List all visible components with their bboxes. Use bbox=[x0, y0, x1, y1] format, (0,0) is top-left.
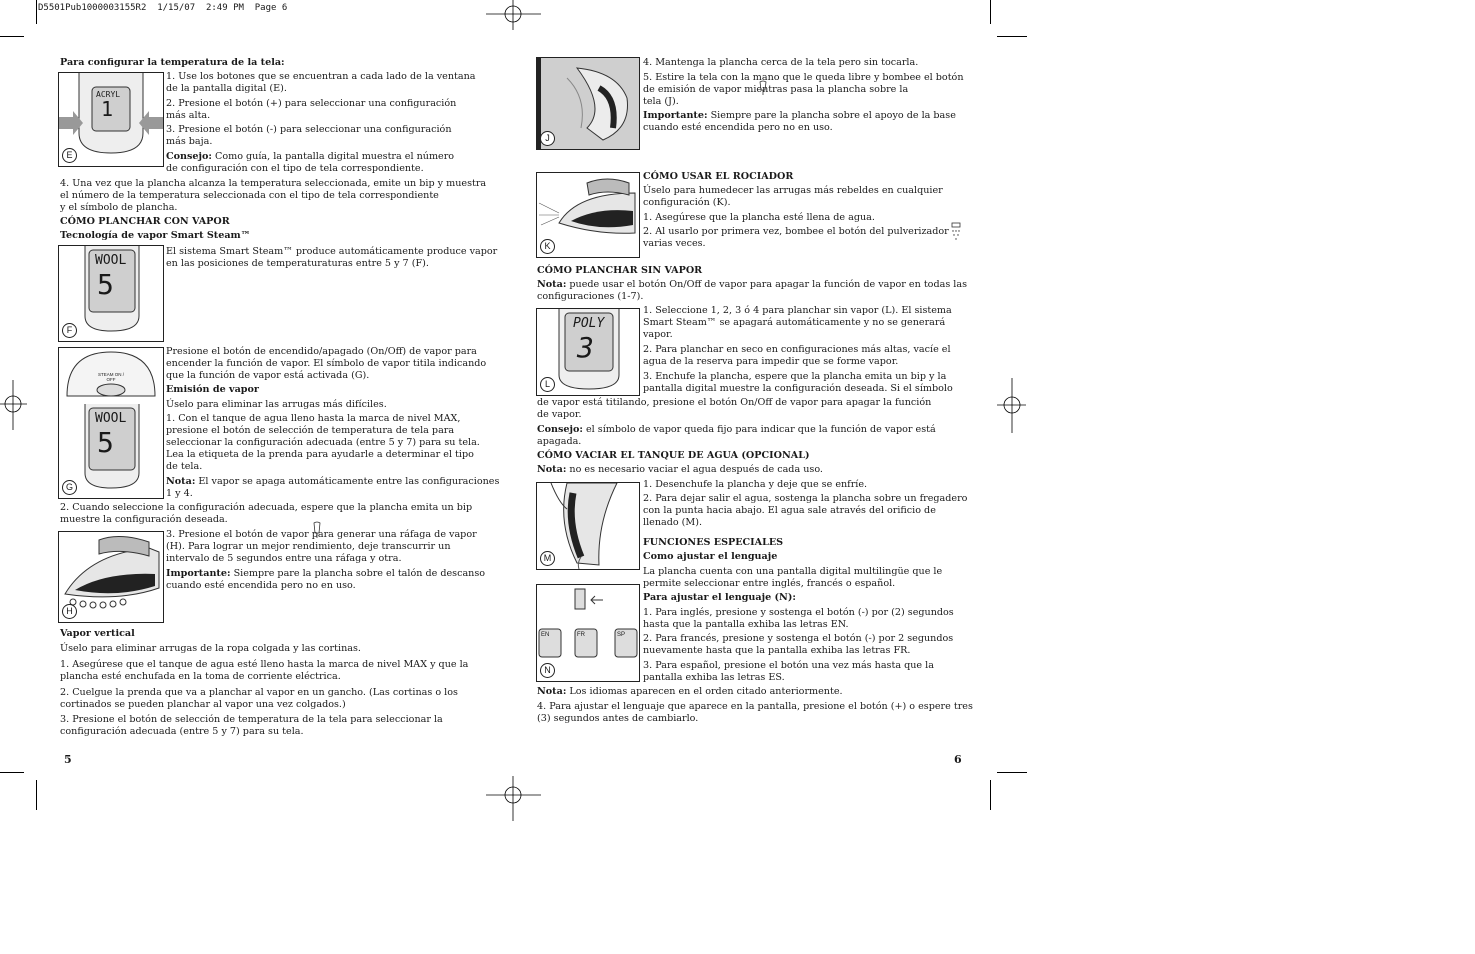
heading-temp: Para configurar la temperatura de la tela: bbox=[60, 57, 285, 68]
heading-sin-vapor: CÓMO PLANCHAR SIN VAPOR bbox=[537, 265, 703, 276]
heading-vertical: Vapor vertical bbox=[60, 628, 135, 639]
nota-idiomas: Nota: Los idiomas aparecen en el orden citado anteriormente. bbox=[537, 686, 843, 697]
figure-label: J bbox=[540, 131, 555, 146]
ajustar-line: pantalla exhiba las letras ES. bbox=[643, 672, 785, 683]
importante-line: cuando esté encendida pero no en uso. bbox=[643, 122, 833, 133]
smart-text: El sistema Smart Steam™ produce automáticamente produce vapor bbox=[166, 246, 498, 257]
sin-vapor-line: 3. Enchufe la plancha, espere que la plancha emita un bip y la bbox=[643, 371, 947, 382]
ajustar-line: 3. Para español, presione el botón una vez más hasta que la bbox=[643, 660, 934, 671]
figure-label: F bbox=[62, 323, 77, 338]
ajustar-line: hasta que la pantalla exhiba las letras EN. bbox=[643, 619, 849, 630]
vaciar-line: con la punta hacia abajo. El agua sale através del orificio de bbox=[643, 505, 936, 516]
registration-mark-bottom bbox=[486, 776, 542, 822]
emision-intro: Úselo para eliminar las arrugas más difíciles. bbox=[166, 399, 387, 410]
lenguaje-line: La plancha cuenta con una pantalla digital multilingüe que le bbox=[643, 566, 943, 577]
item3-line: (H). Para lograr un mejor rendimiento, deje transcurrir un bbox=[166, 541, 451, 552]
steam-burst-icon bbox=[311, 521, 323, 539]
emision-line: presione el botón de selección de temperatura de tela para bbox=[166, 425, 455, 436]
consejo-line: de configuración con el tipo de tela correspondiente. bbox=[166, 163, 424, 174]
temp-line: más baja. bbox=[166, 136, 213, 147]
onoff-line: que la función de vapor está activada (G). bbox=[166, 370, 370, 381]
temp-line: 2. Presione el botón (+) para seleccionar una configuración bbox=[166, 98, 457, 109]
vertical-line: 1. Asegúrese que el tanque de agua esté lleno hasta la marca de nivel MAX y que la bbox=[60, 659, 469, 670]
figure-label: N bbox=[540, 663, 555, 678]
vertical-line: configuración adecuada (entre 5 y 7) para su tela. bbox=[60, 726, 304, 737]
sin-vapor-cont: de vapor. bbox=[537, 409, 582, 420]
steam-button-label: STEAM ON / OFF bbox=[97, 372, 124, 382]
page-number: 6 bbox=[954, 753, 962, 766]
importante-line: Importante: Siempre pare la plancha sobre el talón de descanso bbox=[166, 568, 486, 579]
rociador-line: Úselo para humedecer las arrugas más rebeldes en cualquier bbox=[643, 185, 943, 196]
rociador-line: 2. Al usarlo por primera vez, bombee el botón del pulverizador bbox=[643, 226, 949, 237]
emision-line: Lea la etiqueta de la prenda para ayudarle a determinar el tipo bbox=[166, 449, 474, 460]
j-line: 5. Estire la tela con la mano que le queda libre y bombee el botón bbox=[643, 72, 964, 83]
display-text: ACRYL bbox=[96, 90, 121, 99]
heading-ajustar: Para ajustar el lenguaje (N): bbox=[643, 592, 796, 603]
j-line: de emisión de vapor mientras pasa la plancha sobre la bbox=[643, 84, 909, 95]
nota-sv-line: Nota: puede usar el botón On/Off de vapor para apagar la función de vapor en todas las bbox=[537, 279, 968, 290]
page-number: 5 bbox=[64, 753, 72, 766]
item3-line: intervalo de 5 segundos entre una ráfaga y otra. bbox=[166, 553, 402, 564]
vertical-line: 2. Cuelgue la prenda que va a planchar al vapor en un gancho. (Las cortinas o los bbox=[60, 687, 458, 698]
display-number: 3 bbox=[577, 331, 594, 364]
emision-line: 1. Con el tanque de agua lleno hasta la marca de nivel MAX, bbox=[166, 413, 461, 424]
vertical-intro: Úselo para eliminar arrugas de la ropa colgada y las cortinas. bbox=[60, 643, 361, 654]
registration-mark-right bbox=[997, 378, 1027, 434]
j-line: tela (J). bbox=[643, 96, 679, 107]
heading-emision: Emisión de vapor bbox=[166, 384, 259, 395]
vaciar-line: 1. Desenchufe la plancha y deje que se enfríe. bbox=[643, 479, 868, 490]
display-text: SP bbox=[617, 632, 626, 638]
display-text: POLY bbox=[573, 316, 605, 331]
vaciar-line: 2. Para dejar salir el agua, sostenga la plancha sobre un fregadero bbox=[643, 493, 968, 504]
heading-lenguaje: Como ajustar el lenguaje bbox=[643, 551, 778, 562]
nota-sv-line: configuraciones (1-7). bbox=[537, 291, 644, 302]
item4-line: (3) segundos antes de cambiarlo. bbox=[537, 713, 699, 724]
heading-funciones: FUNCIONES ESPECIALES bbox=[643, 537, 784, 548]
item2-line: muestre la configuración deseada. bbox=[60, 514, 228, 525]
nota-line: 1 y 4. bbox=[166, 488, 193, 499]
temp-line: de la pantalla digital (E). bbox=[166, 83, 287, 94]
ajustar-line: 1. Para inglés, presione y sostenga el botón (-) por (2) segundos bbox=[643, 607, 954, 618]
importante-line: Importante: Siempre pare la plancha sobre el apoyo de la base bbox=[643, 110, 956, 121]
spray-icon bbox=[950, 222, 962, 242]
vertical-line: plancha esté enchufada en la toma de corriente eléctrica. bbox=[60, 671, 341, 682]
figure-n bbox=[536, 584, 640, 682]
sin-vapor-line: pantalla digital muestre la configuración deseada. Si el símbolo bbox=[643, 383, 953, 394]
figure-label: L bbox=[540, 377, 555, 392]
registration-mark-top bbox=[486, 0, 542, 32]
sin-vapor-line: agua de la reserva para impedir que se forme vapor. bbox=[643, 356, 899, 367]
heading-smart-steam: Tecnología de vapor Smart Steam™ bbox=[60, 230, 251, 241]
importante-line: cuando esté encendida pero no en uso. bbox=[166, 580, 356, 591]
ajustar-line: nuevamente hasta que la pantalla exhiba las letras FR. bbox=[643, 645, 911, 656]
nota-vaciar: Nota: no es necesario vaciar el agua después de cada uso. bbox=[537, 464, 823, 475]
item4-line: y el símbolo de plancha. bbox=[60, 202, 178, 213]
display-number: 5 bbox=[97, 268, 114, 301]
item4-line: 4. Una vez que la plancha alcanza la temperatura seleccionada, emite un bip y muestra bbox=[60, 178, 487, 189]
figure-l bbox=[536, 308, 640, 396]
figure-label: H bbox=[62, 604, 77, 619]
temp-line: 1. Use los botones que se encuentran a cada lado de la ventana bbox=[166, 71, 476, 82]
figure-f bbox=[58, 245, 164, 342]
lenguaje-line: permite seleccionar entre inglés, francés o español. bbox=[643, 578, 896, 589]
sin-vapor-line: 1. Seleccione 1, 2, 3 ó 4 para planchar sin vapor (L). El sistema bbox=[643, 305, 952, 316]
figure-label: M bbox=[540, 551, 555, 566]
print-slug: D5501Pub1000003155R2 1/15/07 2:49 PM Page 6 bbox=[38, 3, 288, 13]
item3-line: 3. Presione el botón de vapor para generar una ráfaga de vapor bbox=[166, 529, 477, 540]
figure-k bbox=[536, 172, 640, 258]
consejo-line: Consejo: Como guía, la pantalla digital muestra el número bbox=[166, 151, 455, 162]
ajustar-line: 2. Para francés, presione y sostenga el botón (-) por 2 segundos bbox=[643, 633, 954, 644]
nota-line: Nota: El vapor se apaga automáticamente entre las configuraciones bbox=[166, 476, 500, 487]
smart-text: en las posiciones de temperaturaturas entre 5 y 7 (F). bbox=[166, 258, 429, 269]
rociador-line: 1. Asegúrese que la plancha esté llena de agua. bbox=[643, 212, 875, 223]
vaciar-line: llenado (M). bbox=[643, 517, 703, 528]
display-text: WOOL bbox=[95, 253, 127, 268]
figure-g bbox=[58, 347, 164, 499]
emision-line: de tela. bbox=[166, 461, 203, 472]
heading-vapor: CÓMO PLANCHAR CON VAPOR bbox=[60, 216, 230, 227]
figure-h bbox=[58, 531, 164, 623]
item4-line: 4. Para ajustar el lenguaje que aparece en la pantalla, presione el botón (+) o espere tres bbox=[537, 701, 973, 712]
item4-line: el número de la temperatura seleccionada con el tipo de tela correspondiente bbox=[60, 190, 439, 201]
vertical-line: 3. Presione el botón de selección de temperatura de la tela para seleccionar la bbox=[60, 714, 443, 725]
vertical-line: cortinados se pueden planchar al vapor una vez colgados.) bbox=[60, 699, 346, 710]
sin-vapor-line: vapor. bbox=[643, 329, 673, 340]
consejo-line: apagada. bbox=[537, 436, 582, 447]
consejo-line: Consejo: el símbolo de vapor queda fijo para indicar que la función de vapor está bbox=[537, 424, 936, 435]
display-text: FR bbox=[577, 632, 585, 638]
display-number: 5 bbox=[97, 426, 114, 459]
onoff-line: Presione el botón de encendido/apagado (On/Off) de vapor para bbox=[166, 346, 477, 357]
figure-label: G bbox=[62, 480, 77, 495]
figure-j bbox=[536, 57, 640, 150]
figure-label: E bbox=[62, 148, 77, 163]
figure-e bbox=[58, 72, 164, 167]
rociador-line: varias veces. bbox=[643, 238, 706, 249]
j-line: 4. Mantenga la plancha cerca de la tela pero sin tocarla. bbox=[643, 57, 919, 68]
display-text: WOOL bbox=[95, 411, 127, 426]
item2-line: 2. Cuando seleccione la configuración adecuada, espere que la plancha emita un bip bbox=[60, 502, 473, 513]
sin-vapor-cont: de vapor está titilando, presione el botón On/Off de vapor para apagar la función bbox=[537, 397, 932, 408]
display-number: 1 bbox=[101, 97, 114, 121]
heading-vaciar: CÓMO VACIAR EL TANQUE DE AGUA (OPCIONAL) bbox=[537, 450, 810, 461]
registration-mark-left bbox=[0, 380, 28, 430]
temp-line: más alta. bbox=[166, 110, 211, 121]
onoff-line: encender la función de vapor. El símbolo de vapor titila indicando bbox=[166, 358, 487, 369]
steam-burst-icon bbox=[757, 80, 769, 96]
sin-vapor-line: Smart Steam™ se apagará automáticamente y no se generará bbox=[643, 317, 946, 328]
display-text: EN bbox=[541, 632, 550, 638]
rociador-line: configuración (K). bbox=[643, 197, 731, 208]
figure-m bbox=[536, 482, 640, 570]
sin-vapor-line: 2. Para planchar en seco en configuraciones más altas, vacíe el bbox=[643, 344, 951, 355]
emision-line: seleccionar la configuración adecuada (entre 5 y 7) para su tela. bbox=[166, 437, 480, 448]
heading-rociador: CÓMO USAR EL ROCIADOR bbox=[643, 171, 794, 182]
figure-label: K bbox=[540, 239, 555, 254]
temp-line: 3. Presione el botón (-) para seleccionar una configuración bbox=[166, 124, 452, 135]
